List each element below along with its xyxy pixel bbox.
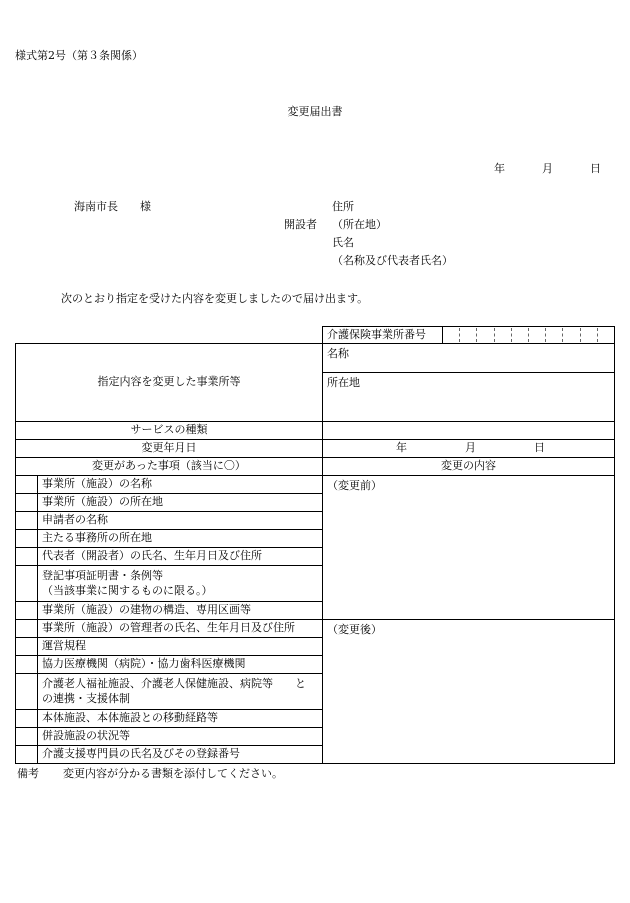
item-label: 代表者（開設者）の氏名、生年月日及び住所	[38, 548, 323, 566]
item-label: 申請者の名称	[38, 512, 323, 530]
item-label-line: の連携・支援体制	[42, 691, 130, 705]
office-section-label: 指定内容を変更した事業所等	[16, 344, 323, 422]
date-year-label: 年	[494, 162, 505, 175]
office-address-field[interactable]	[323, 373, 615, 422]
content-after-field[interactable]	[323, 620, 615, 764]
office-name-label: 名称	[327, 347, 349, 360]
items-header: 変更があった事項（該当に〇）	[16, 458, 323, 476]
insurance-number-row	[16, 327, 615, 344]
content-header: 変更の内容	[323, 458, 615, 476]
item-label: 併設施設の状況等	[38, 728, 323, 746]
item-check-cell[interactable]	[16, 620, 38, 638]
item-check-cell[interactable]	[16, 476, 38, 494]
item-check-cell[interactable]	[16, 602, 38, 620]
table-row	[16, 620, 615, 638]
change-date-month: 月	[465, 441, 476, 455]
document-title: 変更届出書	[287, 105, 343, 118]
content-before-field[interactable]	[323, 476, 615, 620]
table-row	[16, 476, 615, 494]
name-label: 氏名	[332, 236, 354, 249]
item-label-line: （当該事業に関するものに限る。）	[42, 583, 213, 597]
insurance-number-input[interactable]	[443, 328, 614, 342]
item-label: 協力医療機関（病院）・協力歯科医療機関	[38, 656, 323, 674]
item-label-line: 介護老人福祉施設、介護老人保健施設、病院等 と	[42, 676, 306, 690]
item-check-cell[interactable]	[16, 656, 38, 674]
item-check-cell[interactable]	[16, 566, 38, 602]
office-address-label: 所在地	[327, 376, 360, 389]
item-check-cell[interactable]	[16, 548, 38, 566]
remarks-label: 備考	[17, 767, 39, 780]
addressee-honorific: 様	[140, 200, 151, 213]
item-check-cell[interactable]	[16, 710, 38, 728]
item-label: 事業所（施設）の名称	[38, 476, 323, 494]
address-label: 住所	[332, 200, 354, 213]
before-label: （変更前）	[327, 479, 382, 492]
item-check-cell[interactable]	[16, 512, 38, 530]
item-label: 運営規程	[38, 638, 323, 656]
office-name-field[interactable]	[323, 344, 615, 373]
item-label: 事業所（施設）の所在地	[38, 494, 323, 512]
addressee	[74, 201, 151, 212]
applicant-label: 開設者	[284, 218, 317, 231]
change-form-table	[15, 326, 615, 764]
item-label: 介護支援専門員の氏名及びその登録番号	[38, 746, 323, 764]
item-label: 事業所（施設）の管理者の氏名、生年月日及び住所	[38, 620, 323, 638]
service-type-label: サービスの種類	[16, 422, 323, 440]
addressee-name: 海南市長	[74, 200, 118, 213]
form-number: 様式第2号（第３条関係）	[15, 49, 143, 62]
item-check-cell[interactable]	[16, 746, 38, 764]
item-check-cell[interactable]	[16, 728, 38, 746]
item-check-cell[interactable]	[16, 638, 38, 656]
statement-text: 次のとおり指定を受けた内容を変更しましたので届け出ます。	[61, 292, 369, 305]
date-day-label: 日	[590, 162, 601, 175]
item-label: 事業所（施設）の建物の構造、専用区画等	[38, 602, 323, 620]
item-check-cell[interactable]	[16, 674, 38, 710]
item-check-cell[interactable]	[16, 494, 38, 512]
item-label	[38, 674, 323, 710]
change-date-day: 日	[534, 441, 545, 455]
change-date-label: 変更年月日	[16, 440, 323, 458]
service-type-field[interactable]	[323, 422, 615, 440]
change-date-year: 年	[396, 441, 407, 455]
item-check-cell[interactable]	[16, 530, 38, 548]
change-date-field[interactable]	[323, 440, 615, 458]
item-label: 本体施設、本体施設との移動経路等	[38, 710, 323, 728]
name-sub-label: （名称及び代表者氏名）	[332, 254, 453, 267]
item-label	[38, 566, 323, 602]
remarks-text: 変更内容が分かる書類を添付してください。	[63, 767, 283, 780]
insurance-number-label: 介護保険事業所番号	[323, 327, 443, 343]
after-label: （変更後）	[327, 623, 382, 636]
address-sub-label: （所在地）	[332, 218, 387, 231]
insurance-number-cell	[323, 327, 615, 344]
date-month-label: 月	[542, 162, 553, 175]
item-label: 主たる事務所の所在地	[38, 530, 323, 548]
item-label-line: 登記事項証明書・条例等	[42, 568, 163, 582]
